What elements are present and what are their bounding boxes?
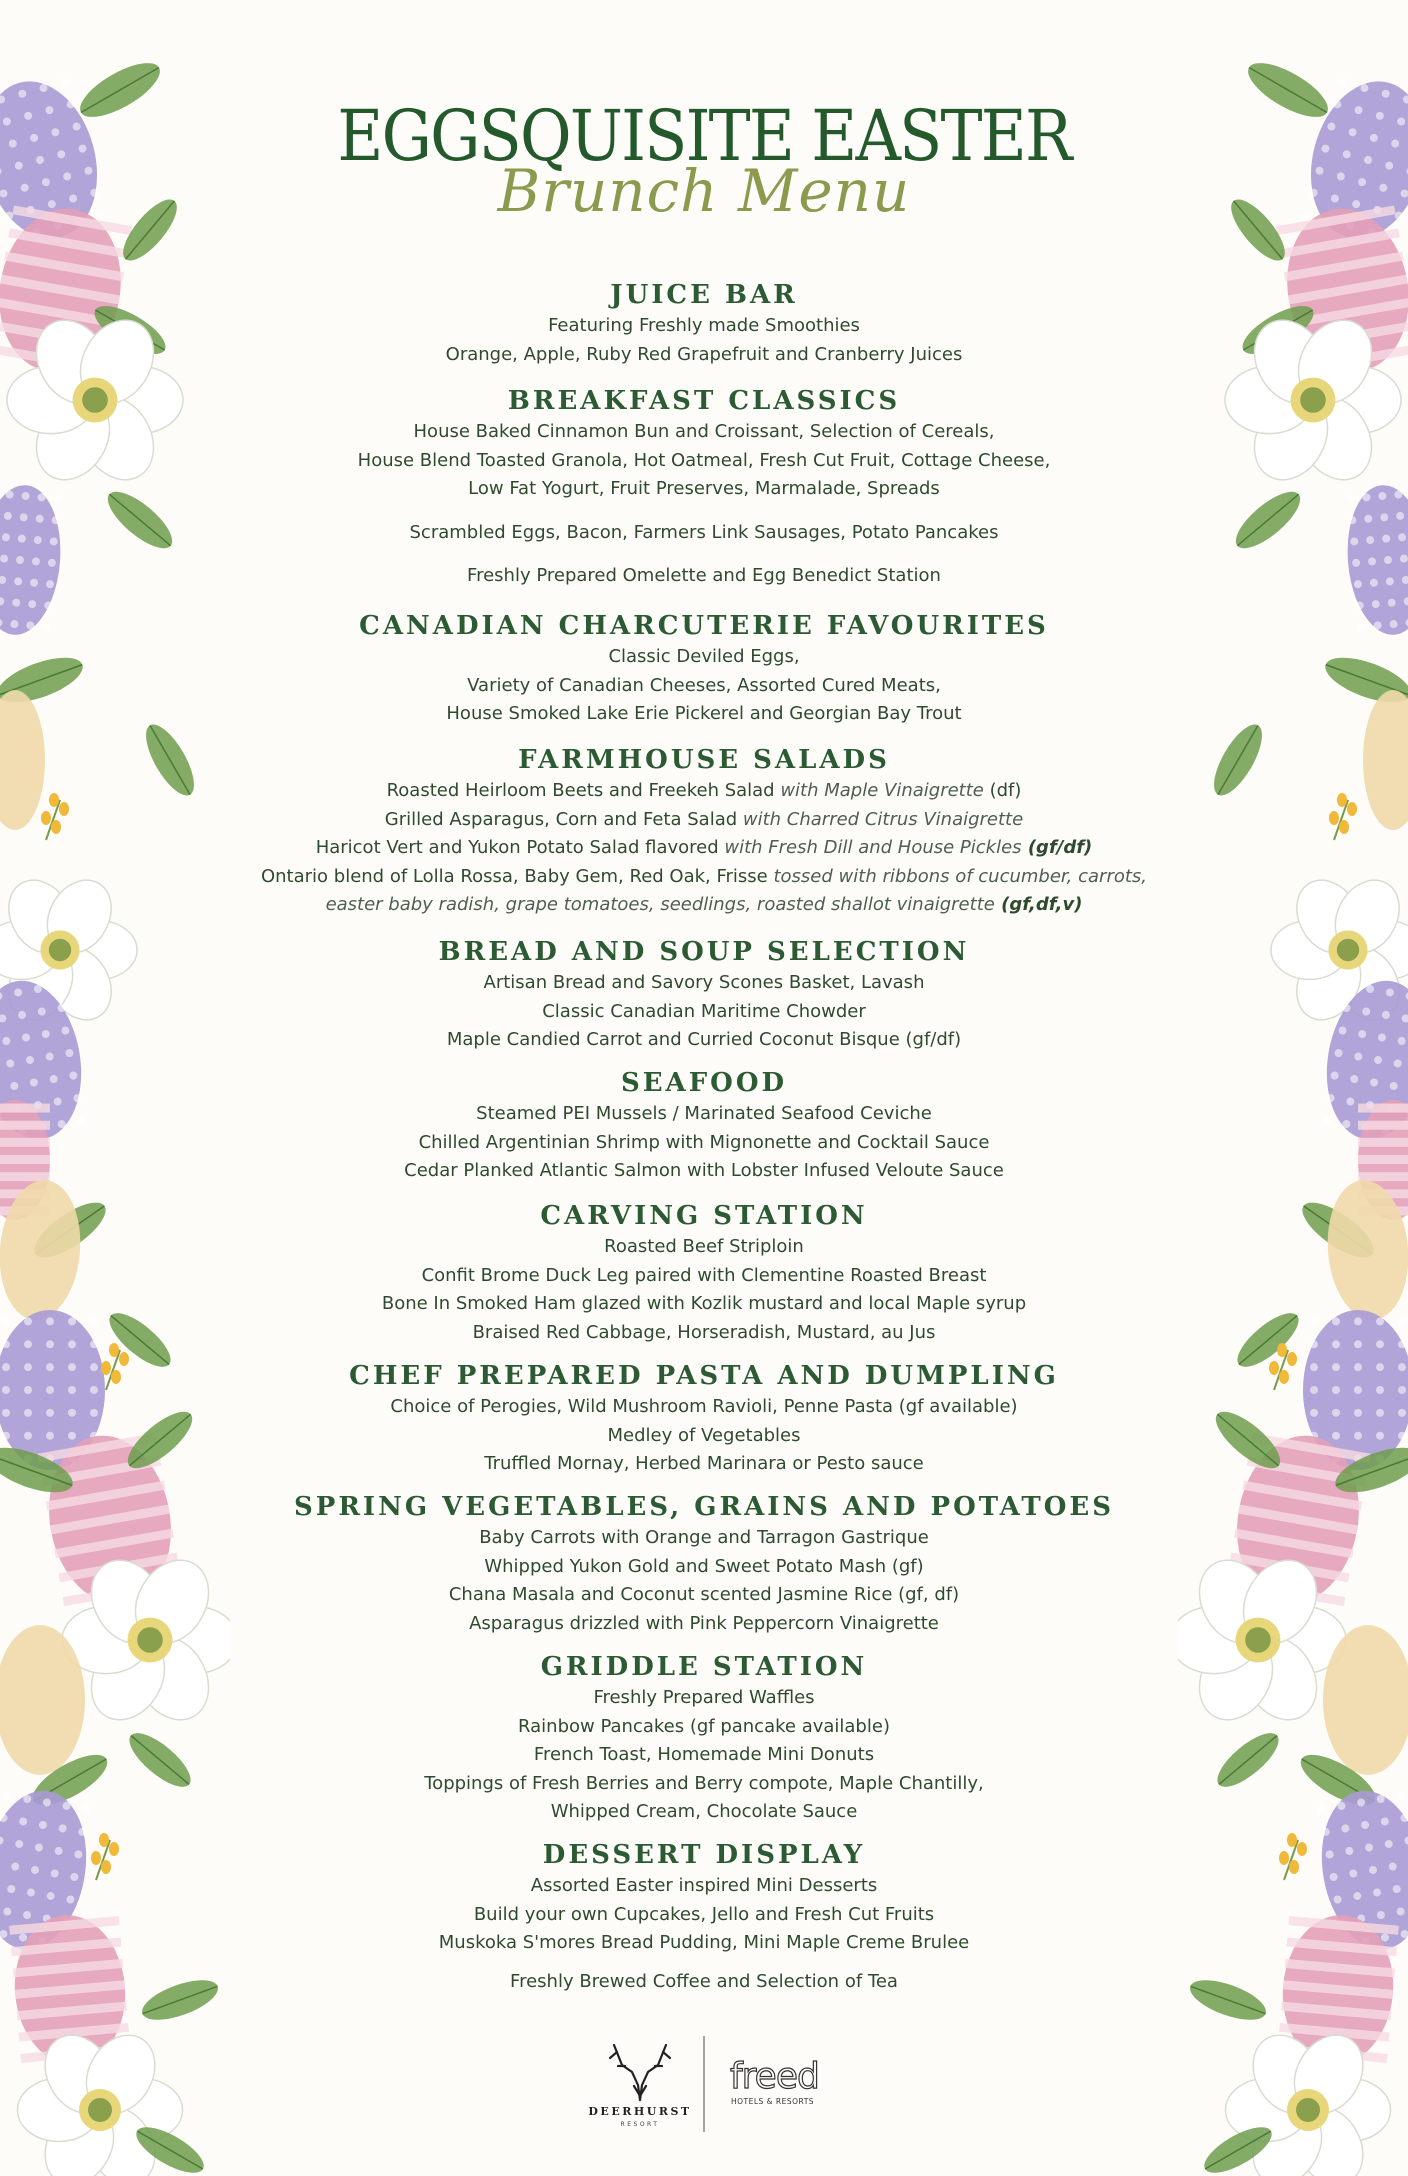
yellow-bud-decoration	[51, 820, 61, 834]
section-carving-station	[240, 1199, 1168, 1347]
menu-line: Classic Deviled Eggs,	[608, 646, 800, 667]
menu-line: Whipped Yukon Gold and Sweet Potato Mash (gf)	[484, 1555, 924, 1577]
yellow-bud-decoration	[1289, 1860, 1299, 1874]
menu-line: Muskoka S'mores Bread Pudding, Mini Maple Creme Brulee	[438, 1932, 970, 1953]
section-heading: SPRING VEGETABLES, GRAINS AND POTATOES	[294, 1492, 1114, 1522]
section-spring-vegetables	[240, 1490, 1168, 1638]
menu-line: Whipped Cream, Chocolate Sauce	[550, 1801, 858, 1822]
menu-title: EGGSQUISITE EASTER	[337, 95, 1071, 177]
item-note: easter baby radish, grape tomatoes, seedlings, roasted shallot vinaigrette	[325, 894, 995, 915]
section-heading: JUICE BAR	[610, 280, 798, 310]
menu-line: Toppings of Fresh Berries and Berry compote, Maple Chantilly,	[424, 1772, 984, 1794]
yellow-bud-decoration	[1279, 1851, 1289, 1865]
yellow-bud-decoration	[1279, 1370, 1289, 1384]
menu-line: House Baked Cinnamon Bun and Croissant, Selection of Cereals,	[413, 421, 995, 442]
menu-line: Scrambled Eggs, Bacon, Farmers Link Sausages, Potato Pancakes	[409, 521, 999, 543]
section-heading: CHEF PREPARED PASTA AND DUMPLING	[349, 1361, 1059, 1391]
yellow-bud-decoration	[1277, 1343, 1287, 1357]
menu-line: Classic Canadian Maritime Chowder	[542, 1000, 866, 1022]
item-note: with Maple Vinaigrette	[780, 780, 984, 801]
menu-line: Baby Carrots with Orange and Tarragon Gastrique	[479, 1527, 929, 1548]
menu-line	[240, 891, 1168, 920]
easter-egg-decoration	[1342, 482, 1408, 638]
menu-line: Bone In Smoked Ham glazed with Kozlik mustard and local Maple syrup	[381, 1293, 1027, 1314]
yellow-bud-decoration	[1297, 1842, 1307, 1856]
menu-line: Build your own Cupcakes, Jello and Fresh Cut Fruits	[473, 1903, 935, 1925]
menu-line: Freshly Prepared Waffles	[593, 1687, 815, 1708]
section-pasta-dumpling	[240, 1359, 1168, 1479]
floral-border-right	[1178, 0, 1408, 2176]
menu-line: House Blend Toasted Granola, Hot Oatmeal, Fresh Cut Fruit, Cottage Cheese,	[357, 449, 1051, 471]
menu-line	[240, 806, 1168, 835]
deerhurst-logo	[588, 2045, 691, 2128]
footer-logos	[240, 2030, 1168, 2130]
easter-egg-decoration	[0, 690, 45, 830]
yellow-bud-decoration	[99, 1833, 109, 1847]
menu-line: Freshly Brewed Coffee and Selection of Tea	[510, 1970, 898, 1992]
section-heading: BREAD AND SOUP SELECTION	[438, 937, 970, 967]
menu-line: French Toast, Homemade Mini Donuts	[533, 1744, 875, 1765]
yellow-bud-decoration	[111, 1370, 121, 1384]
menu-line: Truffled Mornay, Herbed Marinara or Pesto sauce	[484, 1453, 924, 1474]
item-name: Haricot Vert and Yukon Potato Salad flavored	[315, 837, 725, 858]
menu-line: Featuring Freshly made Smoothies	[548, 315, 860, 336]
menu-line	[240, 834, 1168, 863]
item-note: with Fresh Dill and House Pickles	[724, 837, 1022, 858]
freed-logo	[730, 2056, 819, 2106]
section-heading: BREAKFAST CLASSICS	[507, 386, 901, 416]
yellow-bud-decoration	[1329, 811, 1339, 825]
yellow-bud-decoration	[1287, 1352, 1297, 1366]
section-juice-bar	[240, 278, 1168, 369]
yellow-bud-decoration	[91, 1851, 101, 1865]
menu-line: Low Fat Yogurt, Fruit Preserves, Marmalade, Spreads	[468, 478, 940, 499]
menu-line: Chana Masala and Coconut scented Jasmine Rice (gf, df)	[448, 1584, 960, 1605]
menu-line: Braised Red Cabbage, Horseradish, Mustard, au Jus	[472, 1321, 936, 1343]
yellow-bud-decoration	[1347, 802, 1357, 816]
section-griddle-station	[240, 1650, 1168, 1827]
yellow-bud-decoration	[1269, 1361, 1279, 1375]
menu-line: Medley of Vegetables	[607, 1424, 801, 1446]
section-dessert-display	[240, 1838, 1168, 1996]
section-heading: DESSERT DISPLAY	[542, 1840, 866, 1870]
deerhurst-name: DEERHURST	[588, 2105, 692, 2118]
yellow-bud-decoration	[109, 1343, 119, 1357]
floral-border-left	[0, 0, 230, 2176]
section-heading: CANADIAN CHARCUTERIE FAVOURITES	[359, 611, 1049, 641]
section-farmhouse-salads	[240, 743, 1168, 920]
item-tag: (gf,df,v)	[994, 894, 1083, 915]
yellow-bud-decoration	[41, 811, 51, 825]
section-heading: GRIDDLE STATION	[540, 1652, 868, 1682]
menu-line: Freshly Prepared Omelette and Egg Benedict Station	[467, 565, 941, 586]
easter-egg-decoration	[1363, 690, 1408, 830]
section-charcuterie	[240, 609, 1168, 729]
item-name: Ontario blend of Lolla Rossa, Baby Gem, Red Oak, Frisse	[260, 865, 774, 887]
item-tag: (gf/df)	[1021, 837, 1093, 858]
yellow-bud-decoration	[59, 802, 69, 816]
menu-line	[240, 777, 1168, 806]
yellow-bud-decoration	[1339, 820, 1349, 834]
menu-line: Asparagus drizzled with Pink Peppercorn Vinaigrette	[469, 1612, 939, 1634]
menu-line: Maple Candied Carrot and Curried Coconut Bisque (gf/df)	[446, 1029, 962, 1050]
menu-line: Roasted Beef Striploin	[604, 1236, 804, 1257]
item-note: tossed with ribbons of cucumber, carrots,	[773, 865, 1148, 887]
yellow-bud-decoration	[101, 1361, 111, 1375]
yellow-bud-decoration	[119, 1352, 129, 1366]
deer-antlers-icon	[610, 2045, 670, 2100]
section-bread-soup	[240, 935, 1168, 1055]
menu-line: Assorted Easter inspired Mini Desserts	[530, 1875, 878, 1896]
deerhurst-sub: RESORT	[620, 2121, 660, 2128]
item-name: Grilled Asparagus, Corn and Feta Salad	[384, 808, 743, 830]
section-breakfast-classics	[240, 384, 1168, 591]
item-note: with Charred Citrus Vinaigrette	[742, 808, 1024, 830]
freed-name: freed	[730, 2056, 819, 2097]
menu-line: Artisan Bread and Savory Scones Basket, Lavash	[483, 972, 925, 993]
yellow-bud-decoration	[49, 793, 59, 807]
yellow-bud-decoration	[101, 1860, 111, 1874]
yellow-bud-decoration	[109, 1842, 119, 1856]
menu-line: Choice of Perogies, Wild Mushroom Ravioli, Penne Pasta (gf available)	[390, 1396, 1018, 1417]
menu-line: Orange, Apple, Ruby Red Grapefruit and Cranberry Juices	[445, 343, 963, 365]
freed-sub: HOTELS & RESORTS	[731, 2097, 815, 2106]
menu-line: Variety of Canadian Cheeses, Assorted Cured Meats,	[467, 674, 941, 696]
menu-line: Confit Brome Duck Leg paired with Clementine Roasted Breast	[421, 1264, 987, 1286]
section-seafood	[240, 1066, 1168, 1186]
menu-line: House Smoked Lake Erie Pickerel and Georgian Bay Trout	[446, 703, 962, 724]
menu-line: Rainbow Pancakes (gf pancake available)	[518, 1715, 890, 1737]
easter-egg-decoration	[0, 482, 66, 638]
menu-line: Chilled Argentinian Shrimp with Mignonette and Cocktail Sauce	[418, 1131, 990, 1153]
section-heading: SEAFOOD	[620, 1068, 788, 1098]
menu-line: Cedar Planked Atlantic Salmon with Lobster Infused Veloute Sauce	[404, 1160, 1004, 1181]
section-heading: FARMHOUSE SALADS	[518, 745, 890, 775]
item-tag: (df)	[983, 780, 1022, 801]
item-name: Roasted Heirloom Beets and Freekeh Salad	[386, 780, 781, 801]
menu-line: Steamed PEI Mussels / Marinated Seafood Ceviche	[476, 1103, 932, 1124]
section-heading: CARVING STATION	[540, 1201, 868, 1231]
menu-line	[240, 863, 1168, 892]
menu-subtitle: Brunch Menu	[497, 157, 911, 225]
yellow-bud-decoration	[1337, 793, 1347, 807]
yellow-bud-decoration	[1287, 1833, 1297, 1847]
